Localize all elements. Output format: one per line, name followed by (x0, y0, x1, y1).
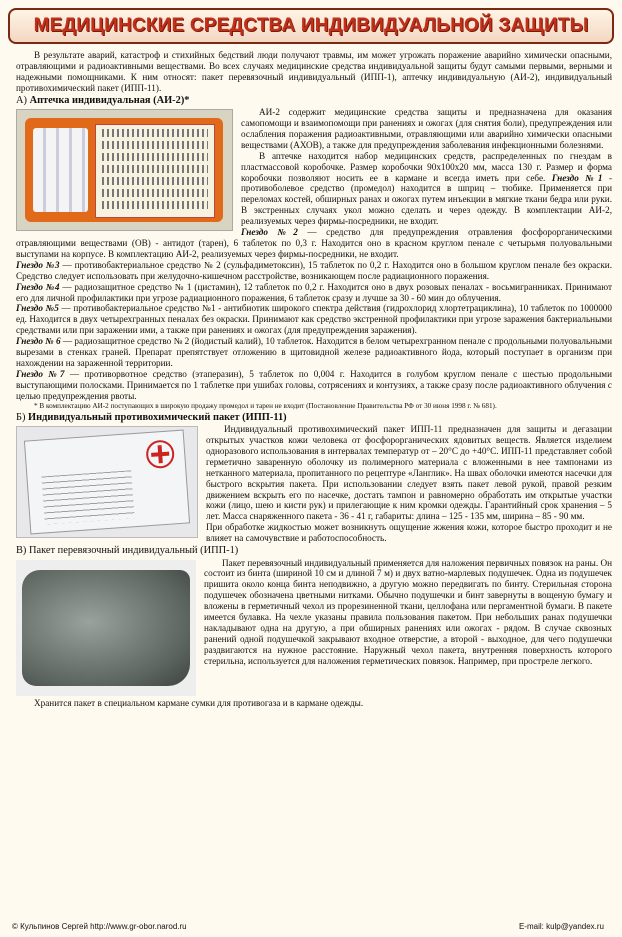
ipp1-paragraph-1: Пакет перевязочный индивидуальный применяется для наложения первичных повязок на раны. Он состоит из бинта (шириной 10 см и длиной 7 м) и двух ватно-марлевых подушечек. Одна из подушечек пришита около конца бинта неподвижно, а другую можно передвигать по бинту. Стерильная сторона подушечек обозначена цветными нитками. Обычно подушечки и бинт завернуты в вощеную бумагу и вложены в герметичный чехол из прорезиненной ткани, целлофана или пергаментной бумаги. В пакете имеется булавка. На чехле указаны правила пользования пакетом. При небольших ранах подушечки накладывают одна на другую, а при обширных ранениях или ожогах - рядом. В случае сквозных ранений одной подушечкой закрывают входное отверстие, а второй - выходное, для чего подушечки раздвигаются на нужное расстояние. Наружный чехол пакета, внутренняя поверхность которого стерильна, используется для наложения герметических повязок. Например, при простреле легкого. (204, 557, 612, 666)
slot-2-label: Гнездо №2 (241, 227, 298, 238)
slot-5-text: — противобактериальное средство №1 - антибиотик широкого спектра действия (гидрохлорид хлортетрациклина), 10 таблеток по 1000000 ед. Находится в двух четырехгранных пеналах без окраски. Принимают как средство экстренной профилактики при угрозе заражения бактериальными средствами или при заражении ими, а также при ранениях и ожогах (для предупреждения заражения). (16, 303, 612, 336)
ipp1-bundle-image (22, 570, 190, 686)
slot-4-paragraph (16, 282, 612, 304)
ai2-kit-photo (16, 109, 233, 231)
section-a-prefix: А) (16, 94, 30, 106)
footer-email: E-mail: kulp@yandex.ru (518, 922, 604, 931)
section-b-title: Индивидуальный противохимический пакет (ИПП-11) (28, 411, 287, 423)
kit-case-image (25, 118, 223, 222)
page-title: МЕДИЦИНСКИЕ СРЕДСТВА ИНДИВИДУАЛЬНОЙ ЗАЩИТЫ (33, 15, 589, 36)
footer-copyright: © Кульпинов Сергей http://www.gr-obor.narod.ru (12, 922, 187, 931)
slot-7-text: — противорвотное средство (этаперазин), 5 таблеток по 0,004 г. Находится в голубом круглом пенале с шестью продольными выступающими полосками. Принимается по 1 таблетке при ушибах головы, сотрясениях и контузиях, а также сразу после радиоактивного облучения с целью предупреждения рвоты. (16, 368, 613, 401)
ai2-footnote: * В комплектацию АИ-2 поступающих в широкую продажу промедол и тарен не входит (Постановление Правительства РФ от 30 июня 1998 г. № 681). (34, 401, 497, 410)
slot-3-label: Гнездо №3 (16, 259, 60, 270)
kit-instruction-card-image (95, 124, 215, 218)
section-a-title: Аптечка индивидуальная (АИ-2)* (29, 94, 190, 106)
slot-5-paragraph (16, 303, 612, 336)
kit-tubes-image (33, 128, 88, 212)
slot-5-label: Гнездо №5 (16, 303, 59, 314)
ai2-p2-text: В аптечке находится набор медицинских средств, распределенных по гнездам в пластмассовой коробочке. Размер коробочки 90х100х20 мм, масса 130 г. Размер и форма коробочки позволяют носить ее в кармане и всегда иметь при себе. (241, 150, 612, 183)
packet-label-text-image (41, 470, 134, 524)
ipp11-packet-image (24, 430, 190, 535)
slot-6-label: Гнездо № 6 (16, 336, 61, 347)
slot-1-text: - противоболевое средство (промедол) находится в шприц – тюбике. Применяется при переломах костей, обширных ранах и ожогах путем инъекции в мягкие ткани бедра или руки. В экстренных случаях укол можно сделать и через одежду. В комплектации АИ-2, реализуемых через фирмы-посредники, не входит. (241, 172, 613, 227)
slot-1-label: Гнездо №1 (551, 172, 603, 183)
slot-4-label: Гнездо №4 (16, 281, 60, 292)
ipp11-paragraph-1: Индивидуальный противохимический пакет ИПП-11 предназначен для защиты и дегазации открытых участков кожи человека от фосфорорганических ядовитых веществ. Является изделием одноразового использования в интервалах температур от – 20°С до +40°С. ИПП-11 представляет собой герметично заваренную оболочку из полимерного материала с вложенными в нее тампонами из нетканного материала, пропитанного по рецептуре «Ланглик». На швах оболочки имеются насечки для быстрого вскрытия пакета. При использовании следует взять пакет левой рукой, правой резким движением вскрыть его по насечке, достать тампон и равномерно обработать им открытые участки кожи (лицо, шею и кисти рук) и прилегающие к ним кромки одежды. Гарантийный срок хранения – 5 лет. Масса снаряженного пакета - 36 - 41 г, габариты: длина – 125 - 135 мм, ширина – 85 - 90 мм. (206, 424, 612, 522)
slot-7-label: Гнездо №7 (16, 368, 65, 379)
slot-2-text: — средство для предупреждения отравления фосфорорганическими отравляющими веществами (ОВ) - антидот (тарен), 6 таблеток по 0,3 г. Находится оно в красном круглом пенале с четырьмя полуовальными выступами на корпусе. В комплектацию АИ-2, реализуемых через фирмы-посредники, не входит. (16, 227, 612, 259)
section-a-heading (16, 95, 612, 108)
section-c-heading: В) Пакет перевязочный индивидуальный (ИПП-1) (16, 545, 239, 557)
slot-3-paragraph (16, 260, 612, 282)
title-banner (8, 8, 614, 44)
slot-4-text: — радиозащитное средство № 1 (цистамин), 12 таблеток по 0,2 г. Находится оно в двух розовых пеналах - восьмигранниках. Принимают его для личной профилактики при угрозе радиационного поражения, 6 таблеток сразу и лучше за 30 - 60 мин до облучения. (16, 281, 613, 303)
red-cross-icon (145, 439, 175, 469)
section-b-heading (16, 412, 612, 425)
slot-6-text: — радиозащитное средство № 2 (йодистый калий), 10 таблеток. Находится в белом четырехгранном пенале с продольными полуовальными вырезами в стенках граней. Препарат препятствует отложению в щитовидной железе радиоактивного йода, который поступает в организм при нахождении на зараженной территории. (16, 336, 613, 368)
page-footer (12, 922, 604, 931)
ai2-paragraph-1: АИ-2 содержит медицинские средства защиты и предназначена для оказания самопомощи и взаимопомощи при ранениях и ожогах (для снятия боли), предупреждения или ослабления поражения радиоактивными, отравляющими или аварийно химически опасными веществами (АХОВ), а также для предупреждения заболевания инфекционными болезнями. (241, 107, 612, 150)
ipp11-packet-photo (16, 426, 198, 538)
slot-6-paragraph (16, 336, 612, 369)
document-body (0, 50, 622, 708)
section-b-prefix: Б) (16, 411, 29, 423)
slot-2-paragraph (16, 227, 612, 260)
ipp1-packet-photo (16, 560, 196, 696)
ipp11-paragraph-2: При обработке жидкостью может возникнуть ощущение жжения кожи, которое быстро проходит и не влияет на самочувствие и работоспособность. (206, 522, 612, 544)
slot-3-text: — противобактериальное средство № 2 (сульфадиметоксин), 15 таблеток по 0,2 г. Находится оно в большом круглом пенале без окраски. Средство следует использовать при желудочно-кишечном расстройстве, возникающем после радиационного поражения. (16, 259, 613, 281)
ipp1-paragraph-2: Хранится пакет в специальном кармане сумки для противогаза и в кармане одежды. (34, 697, 364, 708)
slot-7-paragraph (16, 369, 612, 402)
intro-paragraph: В результате аварий, катастроф и стихийных бедствий люди получают травмы, им может угрожать поражение аварийно химически опасными, отравляющими и радиоактивными веществами. Во всех случаях медицинские средства индивидуальной защиты будут самыми первыми, верными и надежными помощниками. К ним относят: пакет перевязочный индивидуальный (ИПП-1), аптечку индивидуальную (АИ-2), индивидуальный противохимический пакет (ИПП-11). (16, 50, 612, 93)
